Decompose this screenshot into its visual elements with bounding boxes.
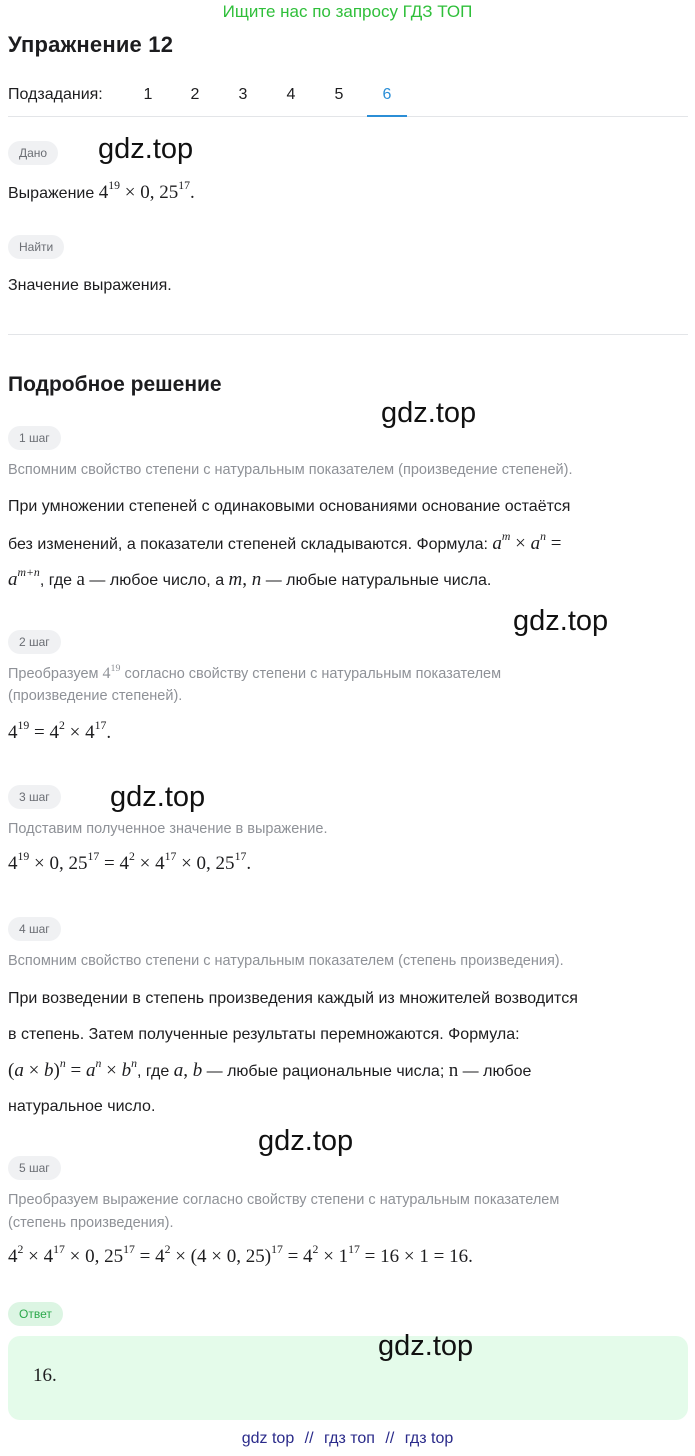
solution-title: Подробное решение	[8, 373, 222, 396]
step-1-line-1: При умножении степеней с одинаковыми основаниями основание остаётся	[8, 498, 571, 515]
step-1-hint: Вспомним свойство степени с натуральным показателем (произведение степеней).	[8, 462, 573, 478]
step-4-badge: 4 шаг	[8, 917, 61, 941]
subtasks-label: Подзадания:	[8, 86, 103, 103]
footer-separator: //	[304, 1430, 314, 1447]
subtask-tab-1[interactable]: 1	[143, 86, 153, 103]
answer-box	[8, 1336, 688, 1420]
step-2-hint-line-2: (произведение степеней).	[8, 688, 183, 704]
subtask-tab-4[interactable]: 4	[286, 86, 296, 103]
step-1-line-3: $a^{m+n}$, где a — любое число, а m, n — любые натуральные числа.	[8, 566, 492, 590]
subtasks-nav	[8, 84, 688, 117]
footer-links	[0, 1430, 695, 1448]
subtask-tab-6[interactable]: 6	[367, 86, 407, 104]
given-text: Выражение $4^{19} \times 0$, $25^{17}$.	[8, 179, 195, 203]
watermark: gdz.top	[258, 1125, 354, 1157]
step-1-badge: 1 шаг	[8, 426, 61, 450]
step-4-line-3: $(a \times b)^n = a^n \times b^n$, где a, b — любые рациональные числа; n — любое	[8, 1057, 532, 1081]
footer-link-gdz-top-mixed[interactable]: гдз top	[404, 1430, 454, 1447]
step-4-hint: Вспомним свойство степени с натуральным показателем (степень произведения).	[8, 953, 564, 969]
divider	[8, 334, 688, 335]
watermark: gdz.top	[110, 781, 206, 813]
answer-badge: Ответ	[8, 1302, 63, 1326]
step-3-badge: 3 шаг	[8, 785, 61, 809]
footer-separator: //	[385, 1430, 395, 1447]
answer-value: 16.	[33, 1365, 57, 1386]
subtask-tab-5[interactable]: 5	[334, 86, 344, 103]
page-title: Упражнение 12	[8, 32, 174, 57]
step-2-hint: Преобразуем $4^{19}$ согласно свойству степени с натуральным показателем	[8, 662, 502, 682]
step-5-hint-line-2: (степень произведения).	[8, 1215, 174, 1231]
step-4-line-1: При возведении в степень произведения каждый из множителей возводится	[8, 990, 578, 1007]
watermark: gdz.top	[513, 605, 609, 637]
step-2-formula: $4^{19} = 4^2 \times 4^{17}$.	[8, 719, 112, 743]
find-badge: Найти	[8, 235, 64, 259]
step-1-line-2: без изменений, а показатели степеней складываются. Формула: $a^m \times a^n$ =	[8, 530, 562, 554]
find-text: Значение выражения.	[8, 277, 172, 294]
promo-banner[interactable]: Ищите нас по запросу ГДЗ ТОП	[222, 2, 473, 21]
watermark: gdz.top	[98, 133, 194, 165]
step-4-line-4: натуральное число.	[8, 1098, 156, 1115]
step-2-badge: 2 шаг	[8, 630, 61, 654]
subtask-tab-3[interactable]: 3	[238, 86, 248, 103]
given-badge: Дано	[8, 141, 58, 165]
footer-link-gdz-top-ru[interactable]: гдз топ	[324, 1430, 375, 1447]
step-3-formula: $4^{19} \times 0$, $25^{17} = 4^2 \times 4^{17} \times 0$, $25^{17}$.	[8, 850, 252, 874]
step-5-hint: Преобразуем выражение согласно свойству степени с натуральным показателем	[8, 1192, 560, 1208]
watermark: gdz.top	[378, 1330, 474, 1362]
step-5-formula: $4^2 \times 4^{17} \times 0$, $25^{17} = 4^2 \times (4 \times 0$, $25)^{17} = 4^2 \times 1^{17} = 16 \times 1 = 16$.	[8, 1243, 473, 1267]
step-3-hint: Подставим полученное значение в выражение.	[8, 821, 328, 837]
step-4-line-2: в степень. Затем полученные результаты перемножаются. Формула:	[8, 1026, 520, 1043]
watermark: gdz.top	[381, 397, 477, 429]
step-5-badge: 5 шаг	[8, 1156, 61, 1180]
subtask-tab-2[interactable]: 2	[190, 86, 200, 103]
footer-link-gdz-top[interactable]: gdz top	[241, 1430, 295, 1447]
